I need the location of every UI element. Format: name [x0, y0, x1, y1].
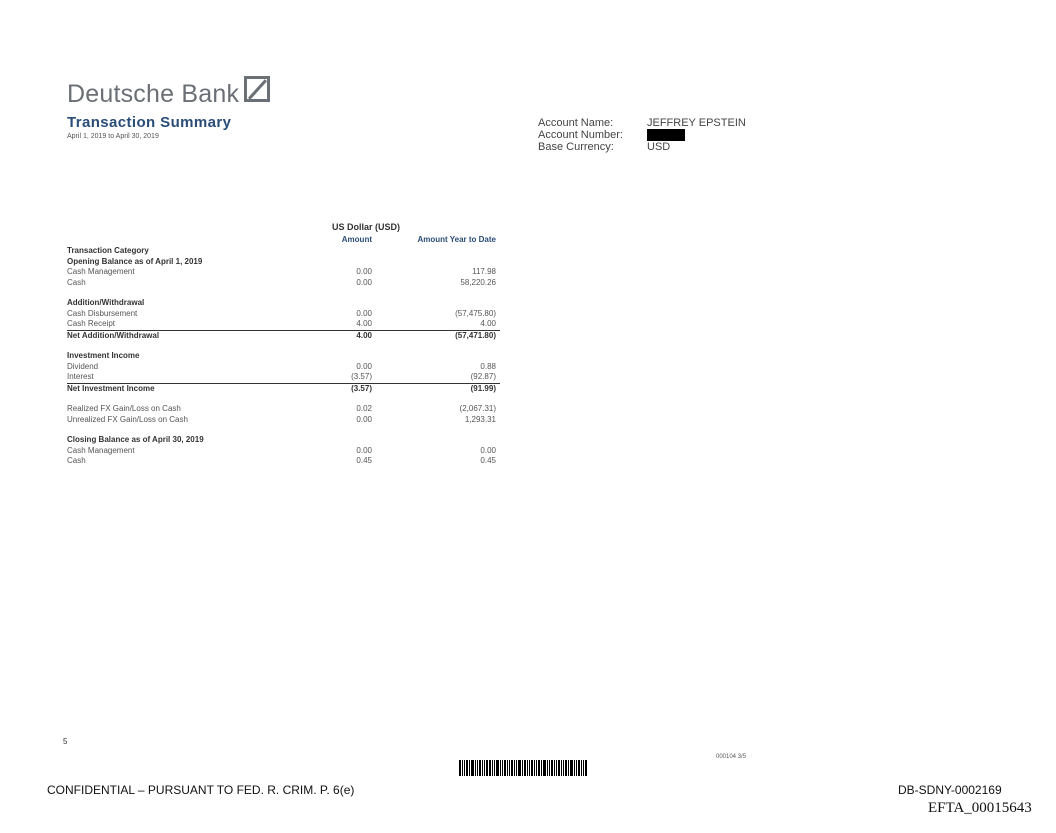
barcode-bar [514, 760, 515, 776]
account-number-label: Account Number: [538, 129, 623, 141]
barcode-bar [466, 760, 468, 776]
row-ytd: 0.45 [480, 456, 496, 465]
row-ytd: 1,293.31 [464, 414, 496, 424]
row-label: Net Investment Income [67, 383, 155, 393]
row-label: Cash Receipt [67, 319, 116, 328]
barcode-bar [507, 760, 508, 776]
row-amount: 0.00 [356, 277, 372, 287]
investment-income-title: Investment Income [67, 351, 140, 360]
row-amount: 0.00 [356, 308, 372, 318]
row-ytd: (92.87) [470, 372, 496, 381]
net-total-row [67, 384, 500, 395]
barcode-bar [563, 760, 564, 776]
row-amount: 4.00 [356, 319, 372, 328]
column-headers [67, 235, 500, 246]
document-code: 000104 3/5 [716, 754, 747, 760]
barcode-bar [547, 760, 548, 776]
barcode-bar [504, 760, 506, 776]
row-ytd: 0.88 [480, 361, 496, 371]
row-amount: 0.00 [356, 445, 372, 455]
closing-balance-title: Closing Balance as of April 30, 2019 [67, 435, 204, 444]
row-label: Interest [67, 372, 94, 381]
barcode-bar [531, 760, 533, 776]
table-row [67, 319, 500, 331]
barcode-bar [462, 760, 463, 776]
barcode-bar [479, 760, 481, 776]
account-info [538, 117, 746, 153]
section-title [67, 257, 500, 268]
section-title [67, 435, 500, 446]
row-ytd: (57,471.80) [455, 330, 496, 340]
section-spacer [67, 288, 500, 298]
currency-header [67, 222, 500, 235]
base-currency-label: Base Currency: [538, 141, 614, 153]
barcode-bar [534, 760, 535, 776]
row-amount: 0.00 [356, 361, 372, 371]
row-label: Cash Management [67, 267, 135, 276]
barcode-bar [469, 760, 470, 776]
table-row [67, 362, 500, 373]
row-ytd: 4.00 [480, 319, 496, 328]
row-amount: 0.00 [356, 414, 372, 424]
barcode-bar [565, 760, 567, 776]
row-label: Realized FX Gain/Loss on Cash [67, 404, 181, 413]
barcode-bar [536, 760, 537, 776]
table-row [67, 404, 500, 415]
barcode-bar [509, 760, 510, 776]
barcode-bar [543, 760, 546, 776]
barcode-bar [538, 760, 540, 776]
row-label: Cash Disbursement [67, 308, 138, 318]
account-name-value: JEFFREY EPSTEIN [647, 117, 746, 129]
row-amount: 0.45 [356, 456, 372, 465]
barcode-bar [482, 760, 483, 776]
account-number-row [538, 129, 746, 141]
page-title: Transaction Summary [67, 114, 232, 131]
deutsche-bank-logo-icon [244, 76, 270, 102]
barcode-bar [568, 760, 569, 776]
row-amount: (3.57) [351, 372, 372, 381]
row-amount: 4.00 [356, 330, 372, 340]
category-header: Transaction Category [67, 246, 149, 255]
table-row [67, 372, 500, 384]
barcode-bar [489, 760, 491, 776]
barcode-bar [549, 760, 550, 776]
statement-period: April 1, 2019 to April 30, 2019 [67, 133, 159, 140]
row-label: Unrealized FX Gain/Loss on Cash [67, 414, 188, 424]
row-amount: 0.00 [356, 267, 372, 276]
barcode-bar [492, 760, 493, 776]
barcode-bar [500, 760, 501, 776]
bates-number: DB-SDNY-0002169 [898, 783, 1002, 797]
row-label: Dividend [67, 361, 99, 371]
barcode-bar [529, 760, 530, 776]
account-name-label: Account Name: [538, 117, 614, 129]
row-label: Cash [67, 456, 86, 465]
account-name-row [538, 117, 746, 129]
barcode-bar [556, 760, 557, 776]
barcode-bar [477, 760, 478, 776]
barcode-bar [494, 760, 495, 776]
barcode-bar [524, 760, 526, 776]
barcode-bar [471, 760, 474, 776]
barcode-bar [484, 760, 485, 776]
table-row [67, 267, 500, 278]
redaction-box [647, 129, 685, 141]
bank-name: Deutsche Bank [67, 80, 240, 108]
barcode-bar [541, 760, 542, 776]
barcode-bar [561, 760, 562, 776]
section-title [67, 351, 500, 362]
barcode-bar [516, 760, 517, 776]
column-header-ytd: Amount Year to Date [417, 235, 496, 244]
barcode-bar [459, 760, 461, 776]
net-total-row [67, 331, 500, 342]
row-ytd: (2,067.31) [459, 404, 496, 413]
table-row [67, 456, 500, 467]
row-label: Cash Management [67, 445, 135, 455]
confidentiality-notice: CONFIDENTIAL – PURSUANT TO FED. R. CRIM. P. 6(e) [47, 783, 355, 797]
section-spacer [67, 394, 500, 404]
barcode-bar [581, 760, 582, 776]
row-ytd: 0.00 [480, 445, 496, 455]
section-spacer [67, 425, 500, 435]
barcode-bar [554, 760, 555, 776]
barcode-bar [558, 760, 560, 776]
barcode-bar [486, 760, 488, 776]
barcode-bar [522, 760, 523, 776]
row-ytd: 58,220.26 [460, 277, 496, 287]
barcode-bar [583, 760, 584, 776]
page-number: 5 [63, 737, 68, 746]
currency-title: US Dollar (USD) [332, 222, 401, 232]
row-label: Cash [67, 277, 86, 287]
row-ytd: (57,475.80) [455, 308, 496, 318]
account-number-redaction [647, 129, 685, 141]
row-ytd: (91.99) [470, 383, 496, 393]
barcode-bar [574, 760, 575, 776]
table-row [67, 309, 500, 320]
base-currency-row [538, 141, 746, 153]
barcode-bar [585, 760, 587, 776]
barcode-icon [459, 760, 612, 776]
barcode-bar [475, 760, 476, 776]
barcode-bar [576, 760, 577, 776]
section-title [67, 246, 500, 257]
row-label: Net Addition/Withdrawal [67, 330, 160, 340]
table-row [67, 415, 500, 426]
row-amount: (3.57) [351, 383, 372, 393]
barcode-bar [502, 760, 503, 776]
transaction-summary-table [67, 222, 500, 467]
barcode-bar [518, 760, 521, 776]
barcode-bar [464, 760, 465, 776]
addition-withdrawal-title: Addition/Withdrawal [67, 298, 145, 307]
section-title [67, 298, 500, 309]
barcode-bar [511, 760, 513, 776]
row-amount: 0.02 [356, 404, 372, 413]
row-ytd: 117.98 [472, 267, 496, 276]
section-spacer [67, 341, 500, 351]
barcode-bar [578, 760, 580, 776]
opening-balance-title: Opening Balance as of April 1, 2019 [67, 256, 203, 266]
column-header-amount: Amount [341, 235, 372, 244]
barcode-bar [527, 760, 528, 776]
base-currency-value: USD [647, 141, 671, 153]
barcode-bar [496, 760, 499, 776]
table-row [67, 446, 500, 457]
barcode-bar [551, 760, 553, 776]
table-row [67, 278, 500, 289]
efta-number: EFTA_00015643 [928, 800, 1032, 816]
barcode-bar [570, 760, 573, 776]
